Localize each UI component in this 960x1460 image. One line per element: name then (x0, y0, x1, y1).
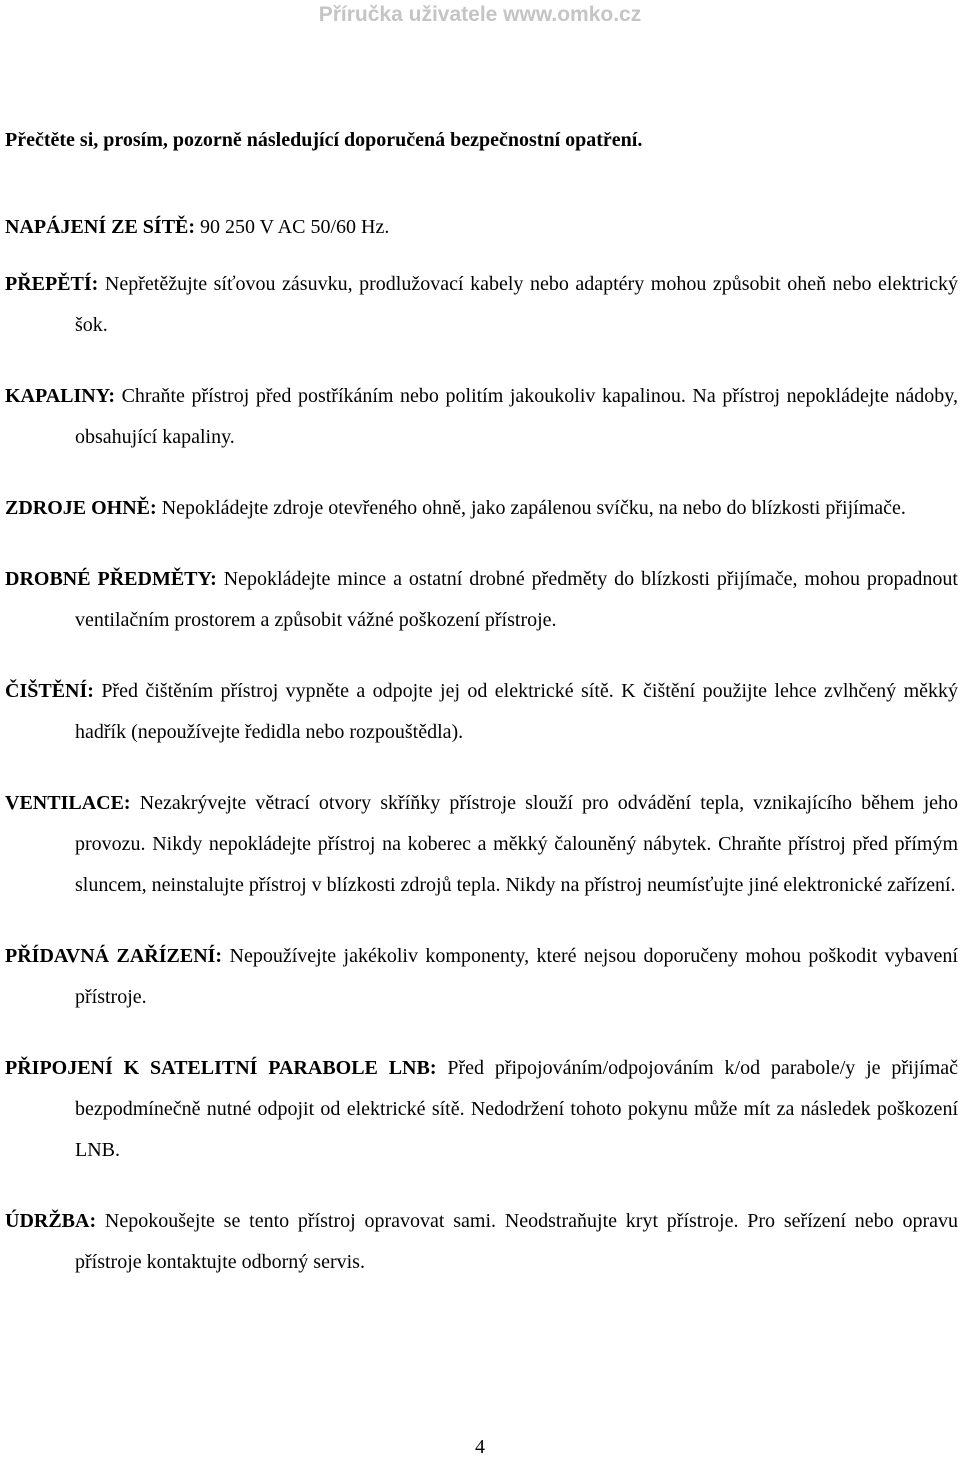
notice-label: NAPÁJENÍ ZE SÍTĚ: (5, 216, 196, 238)
notice-fire-sources (5, 488, 958, 529)
document-body (5, 120, 958, 1283)
notice-overvoltage (5, 264, 958, 346)
notice-label: DROBNÉ PŘEDMĚTY: (5, 568, 217, 590)
notice-text: Nepokládejte mince a ostatní drobné předměty do blízkosti přijímače, mohou propadnout ventilačním prostorem a způsobit vážné poškození přístroje. (75, 568, 958, 631)
notice-text: Před připojováním/odpojováním k/od parabole/y je přijímač bezpodmínečně nutné odpojit od elektrické sítě. Nedodržení tohoto pokynu může mít za následek poškození LNB. (75, 1057, 959, 1161)
notice-maintenance (5, 1201, 958, 1283)
notice-satellite-lnb (5, 1048, 958, 1171)
notice-ventilation (5, 783, 958, 906)
notice-text: Nepokládejte zdroje otevřeného ohně, jako zapálenou svíčku, na nebo do blízkosti přijímače. (161, 497, 906, 519)
notice-power-supply (5, 207, 958, 248)
notice-accessories (5, 936, 958, 1018)
notice-label: KAPALINY: (5, 385, 116, 407)
notice-text: Chraňte přístroj před postříkáním nebo politím jakoukoliv kapalinou. Na přístroj nepokládejte nádoby, obsahující kapaliny. (75, 385, 959, 448)
page-number: 4 (475, 1436, 485, 1458)
notice-text: Nepřetěžujte síťovou zásuvku, prodlužovací kabely nebo adaptéry mohou způsobit oheň nebo elektrický šok. (75, 273, 959, 336)
intro-paragraph: Přečtěte si, prosím, pozorně následující doporučená bezpečnostní opatření. (5, 129, 643, 151)
notice-label: ZDROJE OHNĚ: (5, 497, 157, 519)
notice-small-objects (5, 559, 958, 641)
notice-label: PŘÍDAVNÁ ZAŘÍZENÍ: (5, 945, 223, 967)
notice-text: Nepoužívejte jakékoliv komponenty, které nejsou doporučeny mohou poškodit vybavení přístroje. (75, 945, 958, 1008)
notice-label: PŘIPOJENÍ K SATELITNÍ PARABOLE LNB: (5, 1057, 437, 1079)
page-header: Příručka uživatele www.omko.cz (318, 3, 642, 26)
notice-label: ČIŠTĚNÍ: (5, 680, 94, 702)
notice-label: ÚDRŽBA: (5, 1210, 97, 1232)
notice-text: Nepokoušejte se tento přístroj opravovat sami. Neodstraňujte kryt přístroje. Pro seřízení nebo opravu přístroje kontaktujte odborný servis. (75, 1210, 959, 1273)
notice-liquids (5, 376, 958, 458)
notice-cleaning (5, 671, 958, 753)
notice-text: Nezakrývejte větrací otvory skříňky přístroje slouží pro odvádění tepla, vznikajícího během jeho provozu. Nikdy nepokládejte přístroj na koberec a měkký čalouněný nábytek. Chraňte přístroj před přímým sluncem, neinstalujte přístroj v blízkosti zdrojů tepla. Nikdy na přístroj neumísťujte jiné elektronické zařízení. (75, 792, 959, 896)
notice-label: PŘEPĚTÍ: (5, 273, 99, 295)
notice-text: 90 250 V AC 50/60 Hz. (200, 216, 390, 238)
notice-text: Před čištěním přístroj vypněte a odpojte jej od elektrické sítě. K čištění použijte lehce zvlhčený měkký hadřík (nepoužívejte ředidla nebo rozpouštědla). (75, 680, 959, 743)
notice-label: VENTILACE: (5, 792, 131, 814)
